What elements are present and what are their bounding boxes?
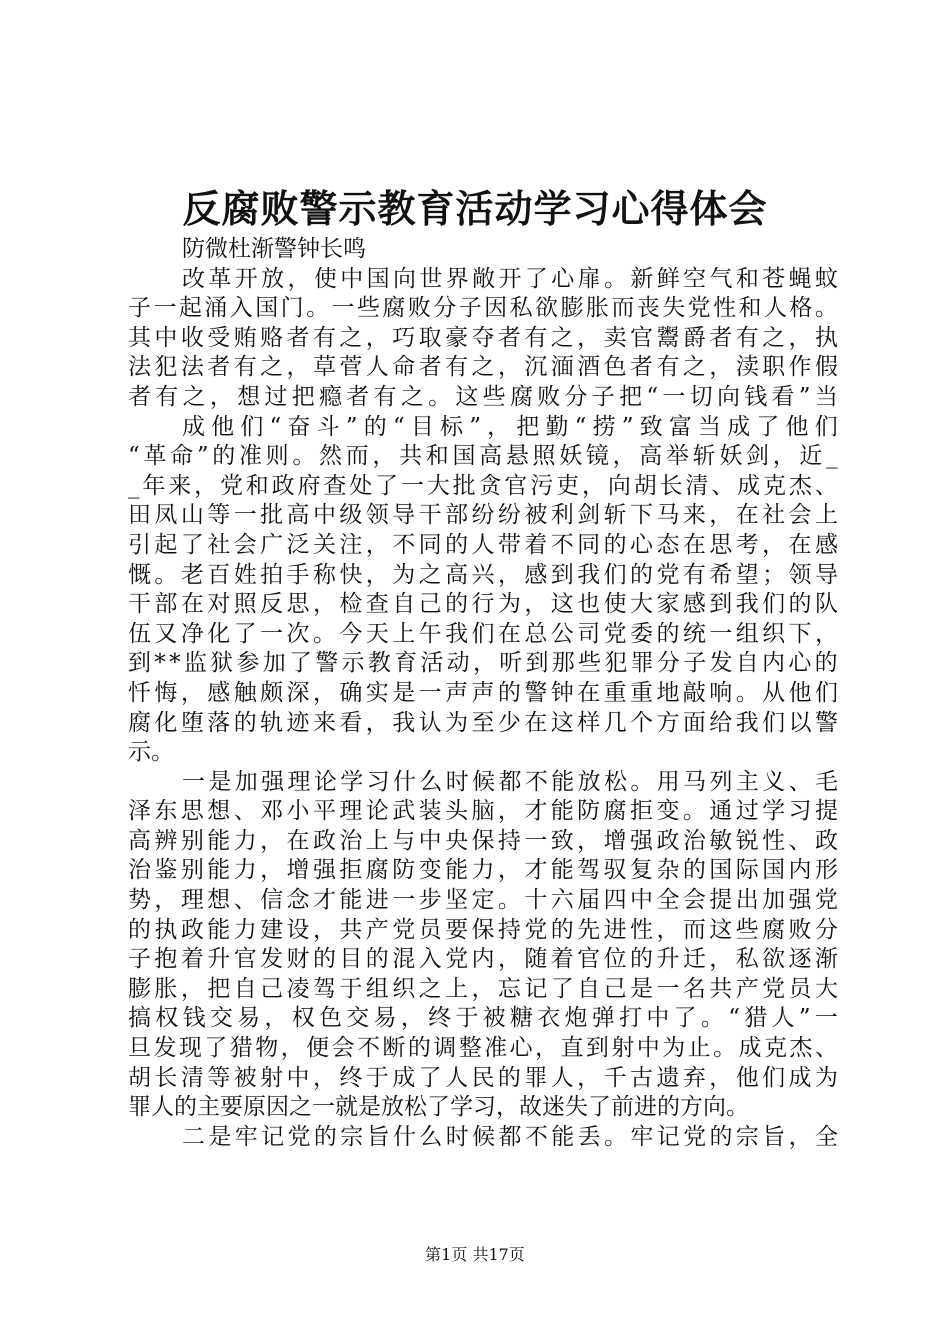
text-line: 者 有 之 ， 想 过 把 瘾 者 有 之 。 这 些 腐 败 分 子 把 “ 一 切 向 钱 看 ” 当 — [128, 383, 838, 410]
text-line: 到 * * 监 狱 参 加 了 警 示 教 育 活 动 ， 听 到 那 些 犯 罪 分 子 发 自 内 心 的 — [128, 650, 838, 677]
text-line: 干 部 在 对 照 反 思 ， 检 查 自 己 的 行 为 ， 这 也 使 大 家 感 到 我 们 的 队 — [128, 591, 838, 618]
text-line: 法 犯 法 者 有 之 ， 草 菅 人 命 者 有 之 ， 沉 湎 酒 色 者 有 之 ， 渎 职 作 假 — [128, 354, 838, 381]
text-line: 子 一 起 涌 入 国 门 。 一 些 腐 败 分 子 因 私 欲 膨 胀 而 丧 失 党 性 和 人 格 。 — [128, 295, 838, 322]
text-line: 伍 又 净 化 了 一 次 。 今 天 上 午 我 们 在 总 公 司 党 委 的 统 一 组 织 下 ， — [128, 620, 838, 647]
text-line: 忏 悔 ， 感 触 颇 深 ， 确 实 是 一 声 声 的 警 钟 在 重 重 地 敲 响 。 从 他 们 — [128, 679, 838, 706]
text-line: 泽 东 思 想 、 邓 小 平 理 论 武 装 头 脑 ， 才 能 防 腐 拒 变 。 通 过 学 习 提 — [128, 798, 838, 825]
text-line: 治 鉴 别 能 力 ， 增 强 拒 腐 防 变 能 力 ， 才 能 驾 驭 复 杂 的 国 际 国 内 形 — [128, 857, 838, 884]
document-body — [128, 235, 838, 1152]
document-title: 反腐败警示教育活动学习心得体会 — [182, 186, 768, 231]
text-line: 引 起 了 社 会 广 泛 关 注 ， 不 同 的 人 带 着 不 同 的 心 态 在 思 考 ， 在 感 — [128, 531, 838, 558]
text-line: 防微杜渐警钟长鸣 — [182, 236, 366, 262]
text-line: 二 是 牢 记 党 的 宗 旨 什 么 时 候 都 不 能 丢 。 牢 记 党 的 宗 旨 ， 全 — [182, 1123, 838, 1150]
text-line: 罪人的主要原因之一就是放松了学习，故迷失了前进的方向。 — [128, 1094, 749, 1121]
text-line: 势 ， 理 想 、 信 念 才 能 进 一 步 坚 定 。 十 六 届 四 中 全 会 提 出 加 强 党 — [128, 887, 838, 914]
text-line: 成 他 们 “ 奋 斗 ” 的 “ 目 标 ” ， 把 勤 “ 捞 ” 致 富 当 成 了 他 们 — [182, 413, 838, 440]
text-line: 胡 长 清 等 被 射 中 ， 终 于 成 了 人 民 的 罪 人 ， 千 古 遗 弃 ， 他 们 成 为 — [128, 1064, 838, 1091]
text-line: 膨 胀 ， 把 自 己 凌 驾 于 组 织 之 上 ， 忘 记 了 自 己 是 一 名 共 产 党 员 大 — [128, 975, 838, 1002]
text-line: 示。 — [128, 739, 174, 766]
text-line: 其 中 收 受 贿 赂 者 有 之 ， 巧 取 豪 夺 者 有 之 ， 卖 官 鬻 爵 者 有 之 ， 执 — [128, 324, 838, 351]
text-line: 腐 化 堕 落 的 轨 迹 来 看 ， 我 认 为 至 少 在 这 样 几 个 方 面 给 我 们 以 警 — [128, 709, 838, 736]
text-line: 田 凤 山 等 一 批 高 中 级 领 导 干 部 纷 纷 被 利 剑 斩 下 马 来 ， 在 社 会 上 — [128, 502, 838, 529]
text-line: 子 抱 着 升 官 发 财 的 目 的 混 入 党 内 ， 随 着 官 位 的 升 迁 ， 私 欲 逐 渐 — [128, 946, 838, 973]
text-line: 高 辨 别 能 力 ， 在 政 治 上 与 中 央 保 持 一 致 ， 增 强 政 治 敏 锐 性 、 政 — [128, 827, 838, 854]
text-line: 改 革 开 放 ， 使 中 国 向 世 界 敞 开 了 心 扉 。 新 鲜 空 气 和 苍 蝇 蚊 — [182, 265, 838, 292]
text-line: 搞 权 钱 交 易 ， 权 色 交 易 ， 终 于 被 糖 衣 炮 弹 打 中 了 。 “ 猎 人 ” 一 — [128, 1005, 838, 1032]
text-line: 的 执 政 能 力 建 设 ， 共 产 党 员 要 保 持 党 的 先 进 性 ， 而 这 些 腐 败 分 — [128, 916, 838, 943]
text-line: 慨 。 老 百 姓 拍 手 称 快 ， 为 之 高 兴 ， 感 到 我 们 的 党 有 希 望 ； 领 导 — [128, 561, 838, 588]
text-line: “ 革 命 ” 的 准 则 。 然 而 ， 共 和 国 高 悬 照 妖 镜 ， 高 举 斩 妖 剑 ， 近 _ — [128, 443, 838, 470]
text-line: 一 是 加 强 理 论 学 习 什 么 时 候 都 不 能 放 松 。 用 马 列 主 义 、 毛 — [182, 768, 838, 795]
text-line: 旦 发 现 了 猎 物 ， 便 会 不 断 的 调 整 准 心 ， 直 到 射 中 为 止 。 成 克 杰 、 — [128, 1035, 838, 1062]
page-footer: 第1页 共17页 — [425, 1245, 525, 1264]
text-line: _ 年 来 ， 党 和 政 府 查 处 了 一 大 批 贪 官 污 吏 ， 向 胡 长 清 、 成 克 杰 、 — [128, 472, 838, 499]
